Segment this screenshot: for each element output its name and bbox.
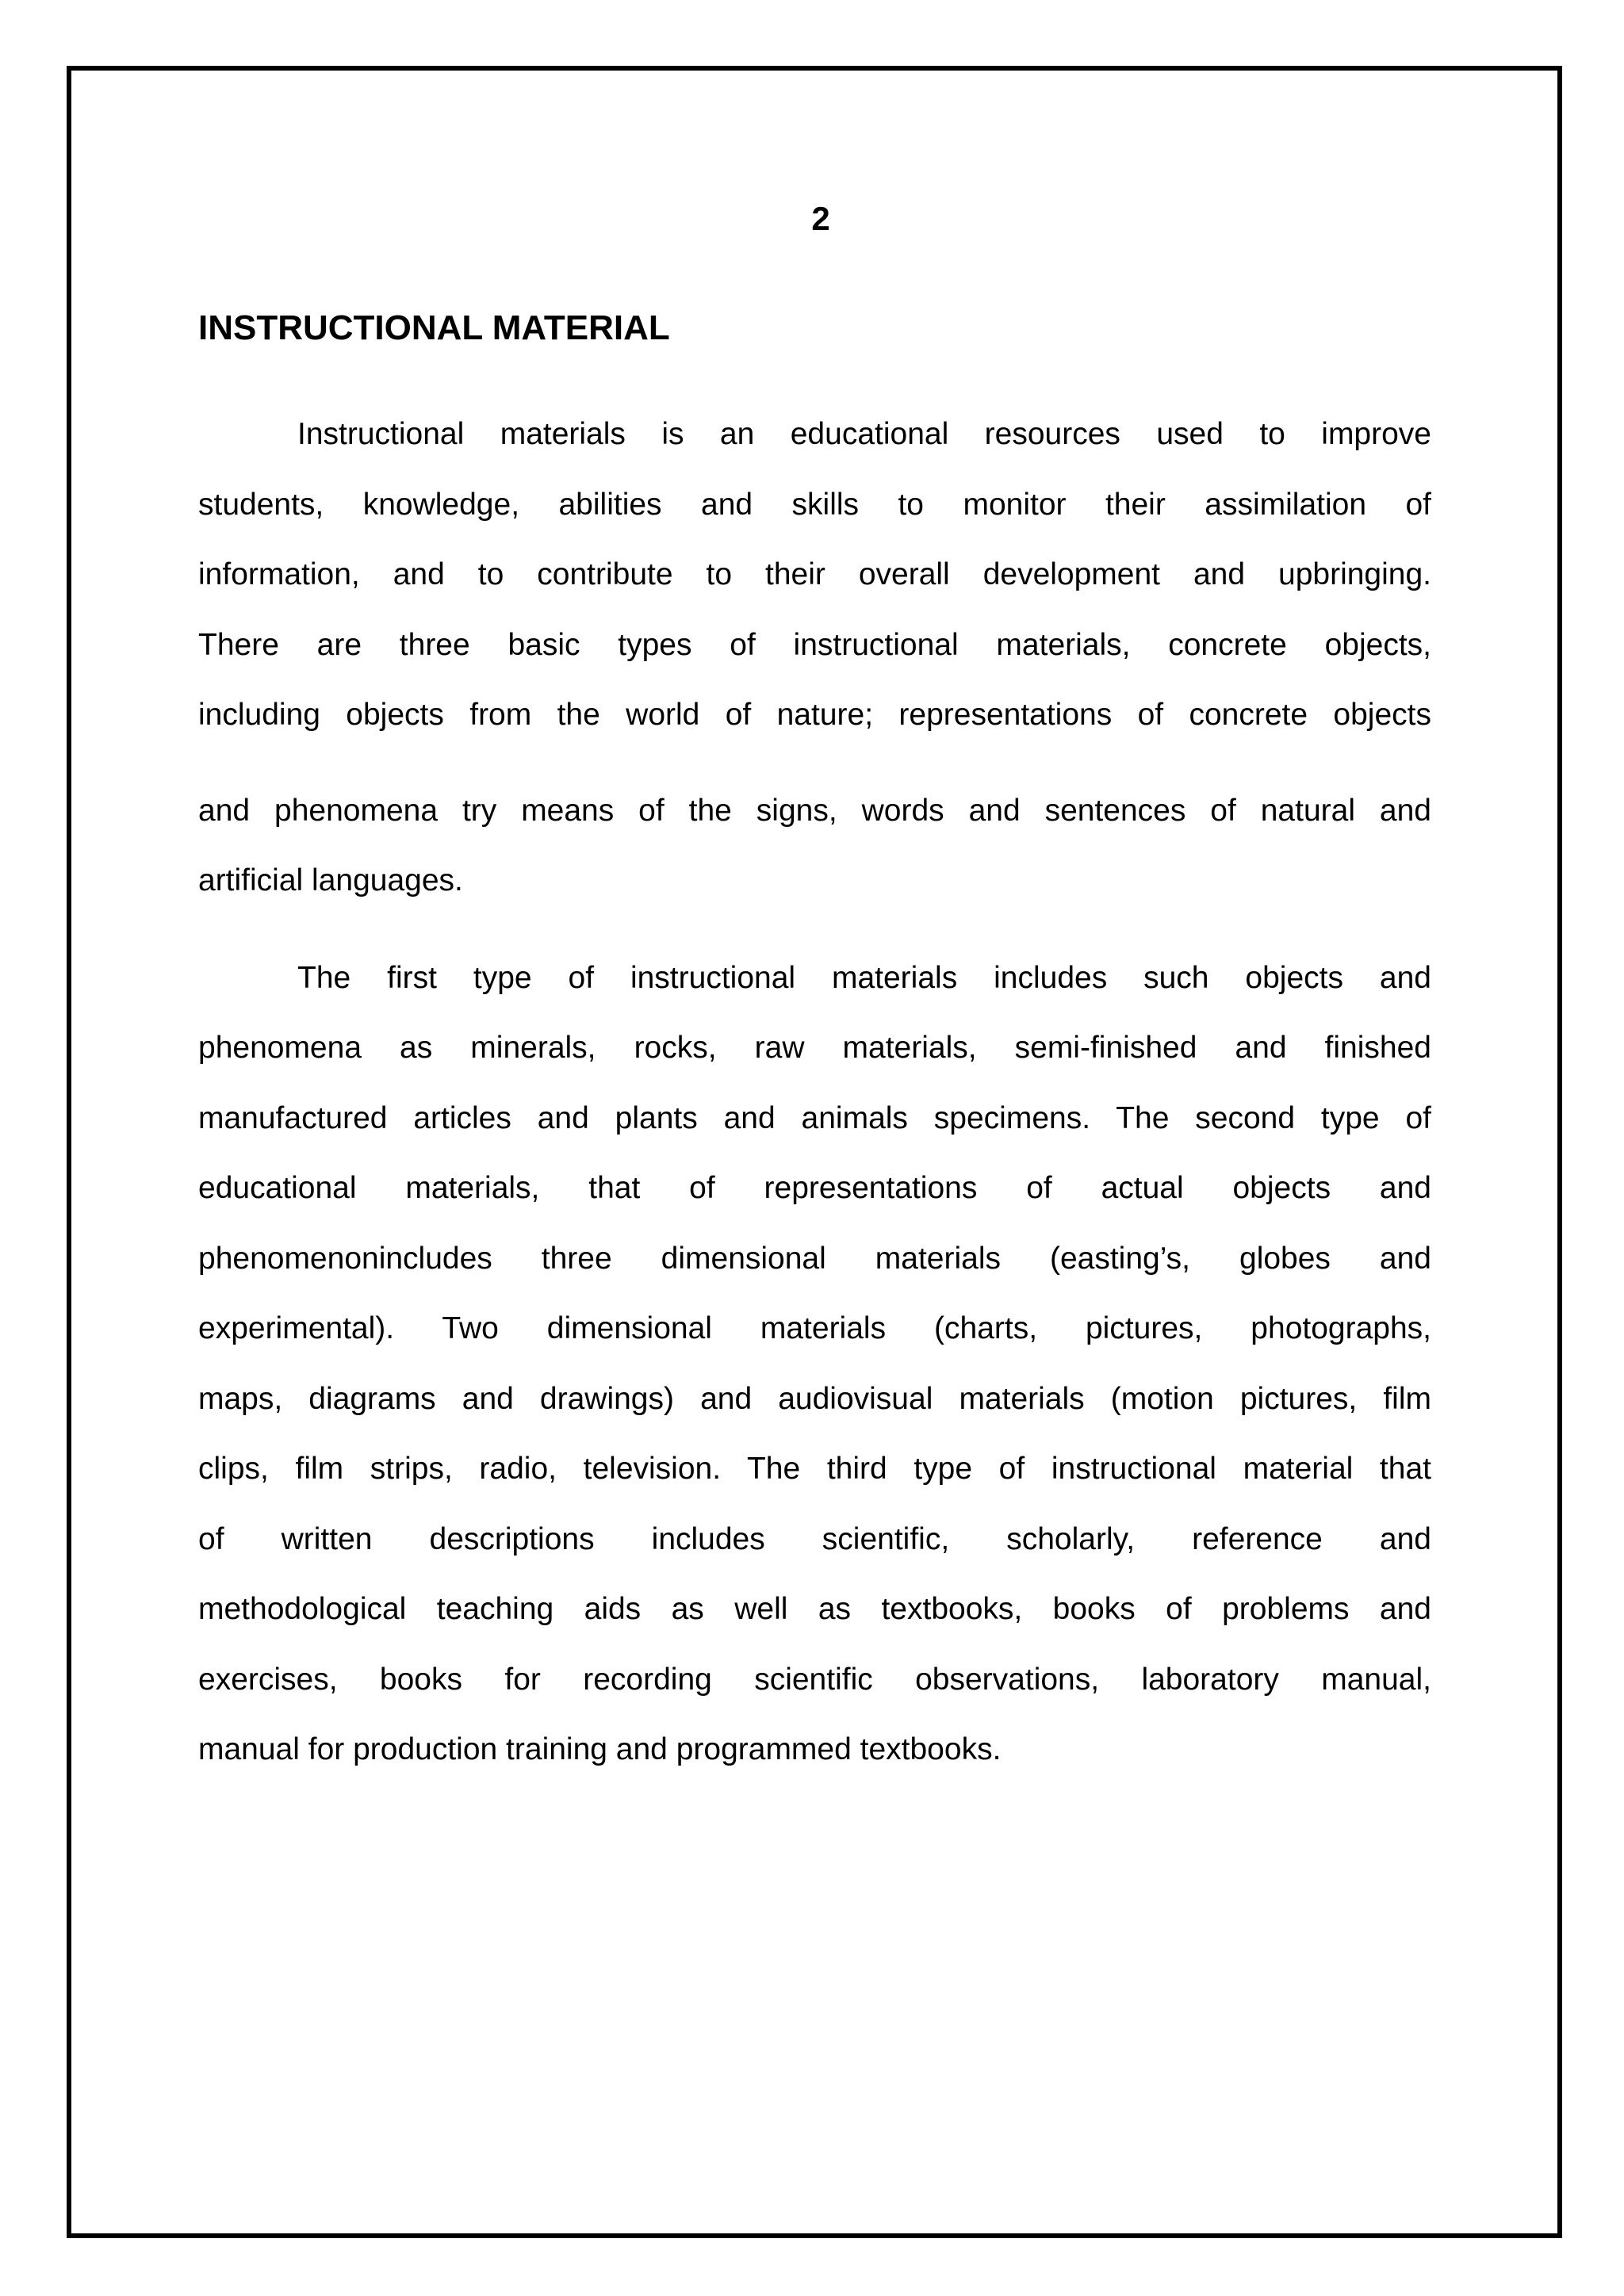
paragraph-2-line: exercises, books for recording scientific observations, laboratory manual, (198, 1662, 1431, 1697)
paragraph-1-line: There are three basic types of instructional materials, concrete objects, (198, 627, 1431, 662)
paragraph-1-line: artificial languages. (198, 863, 463, 897)
paragraph-2-line: clips, film strips, radio, television. The third type of instructional material that (198, 1452, 1431, 1486)
paragraph-1-line: information, and to contribute to their overall development and upbringing. (198, 557, 1431, 591)
paragraph-1-line: including objects from the world of nature; representations of concrete objects (198, 698, 1431, 732)
paragraph-2-line: phenomena as minerals, rocks, raw materials, semi-finished and finished (198, 1031, 1431, 1065)
paragraph-2-line: The first type of instructional materials includes such objects and (297, 960, 1431, 995)
paragraph-2-line: manual for production training and programmed textbooks. (198, 1732, 1002, 1766)
paragraph-1-line: and phenomena try means of the signs, words and sentences of natural and (198, 793, 1431, 828)
paragraph-2-line: maps, diagrams and drawings) and audiovisual materials (motion pictures, film (198, 1381, 1431, 1416)
page-number: 2 (811, 200, 830, 237)
paragraph-2-line: phenomenonincludes three dimensional materials (easting’s, globes and (198, 1241, 1431, 1276)
paragraph-2-line: educational materials, that of representations of actual objects and (198, 1171, 1431, 1205)
paragraph-2-line: methodological teaching aids as well as textbooks, books of problems and (198, 1592, 1431, 1626)
document-content (198, 198, 1431, 1785)
paragraph-1-line: students, knowledge, abilities and skills to monitor their assimilation of (198, 487, 1431, 522)
paragraph-1-line: Instructional materials is an educational resources used to improve (297, 417, 1431, 451)
paragraph-2-line: of written descriptions includes scientific, scholarly, reference and (198, 1521, 1431, 1556)
paragraph-1 (198, 400, 1431, 916)
paragraph-2-line: experimental). Two dimensional materials (charts, pictures, photographs, (198, 1311, 1431, 1345)
paragraph-2 (198, 943, 1431, 1785)
paragraph-2-line: manufactured articles and plants and animals specimens. The second type of (198, 1100, 1431, 1135)
section-heading: INSTRUCTIONAL MATERIAL (198, 308, 670, 347)
